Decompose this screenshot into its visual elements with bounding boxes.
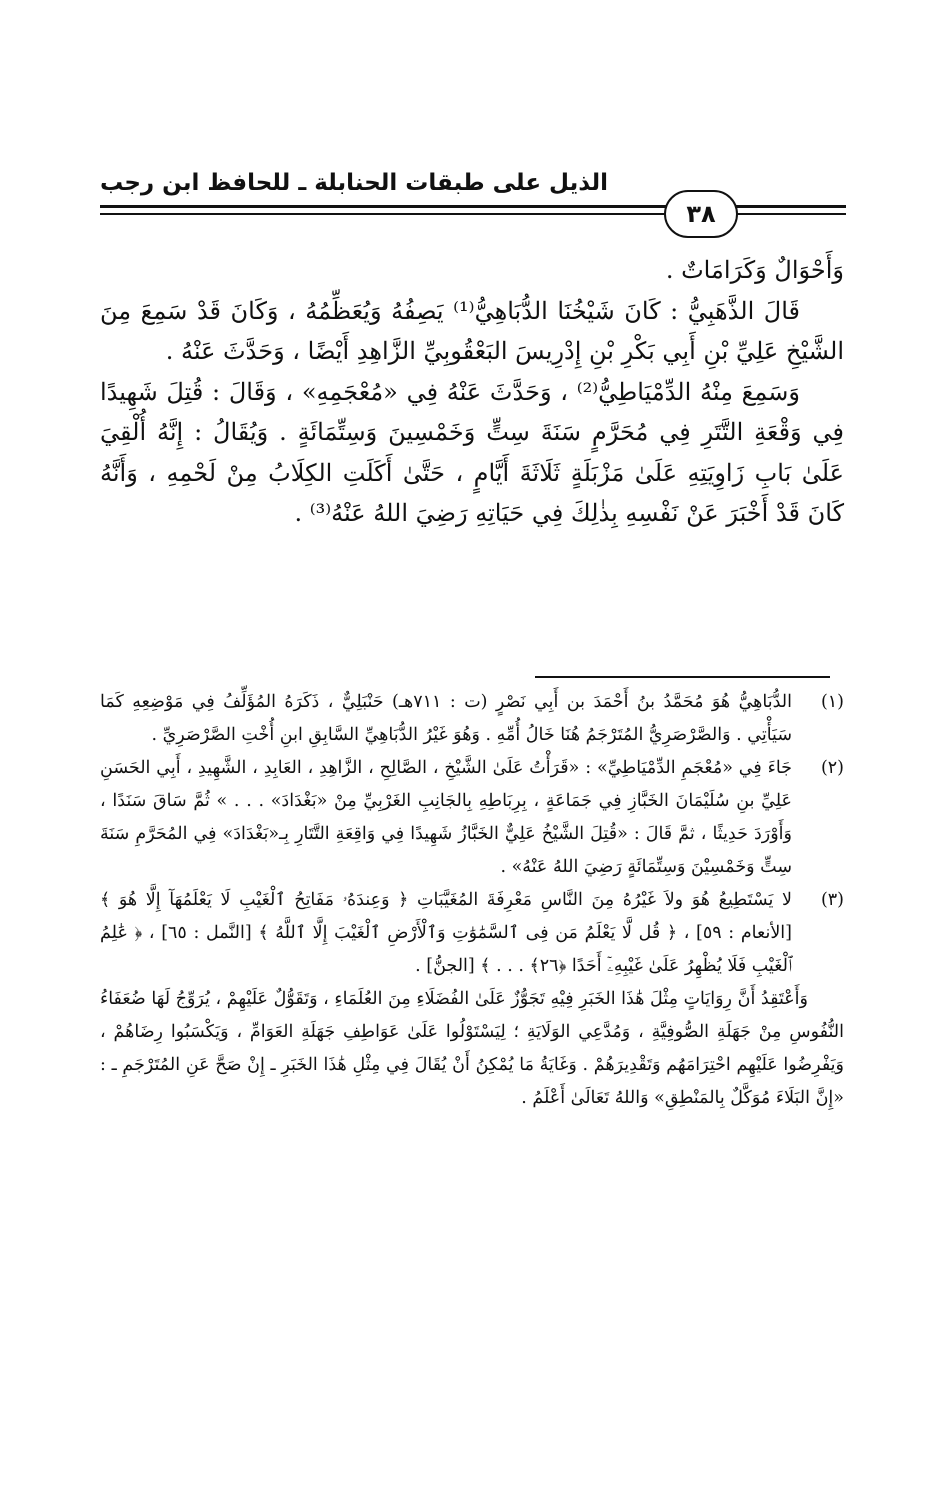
footnotes [100,686,844,1115]
page-number: ٣٨ [664,190,738,238]
footnote-separator [535,676,830,678]
footnote-text: جَاءَ فِي «مُعْجَمِ الدِّمْيَاطِيِّ» : «قَرَأْتُ عَلَىٰ الشَّيْخِ ، الصَّالِحِ ، الزَّاهِدِ ، العَابِدِ ، الشَّهِيدِ ، أَبِي الحَسَنِ عَلِيِّ بنِ سُلَيْمَانَ الخَبَّازِ فِي جَمَاعَةٍ ، بِرِبَاطِهِ بِالجَانِبِ الغَرْبِيِّ مِنْ «بَغْدَادَ» . . . » ثُمَّ سَاقَ سَنَدًا ، وَأَوْرَدَ حَدِيثًا ، ثمَّ قَالَ : «قُتِلَ الشَّيْخُ عَلِيٌّ الخَبَّازُ شَهِيدًا فِي وَاقِعَةِ التَّتَارِ بِـ«بَغْدَادَ» فِي المُحَرَّمِ سَنَةَ سِتٍّ وَخَمْسِيْنَ وَسِتِّمَائَةٍ رَضِيَ اللهُ عَنْهُ» . [100,758,792,877]
header-rule-right-top [736,205,846,208]
main-text [100,250,844,534]
footnote-text: لا يَسْتَطِيعُ هُوَ ولاَ غَيْرُهُ مِنَ النَّاسِ مَعْرِفَةَ المُغَيَّبَاتِ ﴿ وَعِندَهُۥ مَفَاتِحُ ٱلْغَيْبِ لَا يَعْلَمُهَآ إِلَّا هُوَ ﴾ [الأنعام : ٥٩] ، ﴿ قُل لَّا يَعْلَمُ مَن فِى ٱلسَّمَٰوَٰتِ وَٱلْأَرْضِ ٱلْغَيْبَ إِلَّا ٱللَّهُ ﴾ [النَّمل : ٦٥] ، ﴿ عَٰلِمُ ٱلْغَيْبِ فَلَا يُظْهِرُ عَلَىٰ غَيْبِهِۦٓ أَحَدًا ﴿٢٦﴾ . . . ﴾ [الجنُّ] . [100,890,792,976]
footnote-number: (٣) [820,890,844,910]
footnote-text: الدُّبَاهِيُّ هُوَ مُحَمَّدُ بنُ أَحْمَدَ بن أَبِي نَصْرٍ (ت : ٧١١هـ) حَنْبَلِيٌّ ، ذَكَرَهُ المُؤَلِّفُ فِي مَوْضِعِهِ كَمَا سَيَأْتِي . وَالصَّرْصَرِيُّ المُتَرْجَمُ هُنَا خَالُ أُمِّهِ . وَهُوَ غَيْرُ الدُّبَاهِيِّ السَّابِقِ ابنِ أُخْتِ الصَّرْصَرِيِّ . [100,692,792,745]
header-rule-left-top [100,205,666,208]
body-paragraph: وَسَمِعَ مِنْهُ الدِّمْيَاطِيُّ⁽²⁾ ، وَحَدَّثَ عَنْهُ فِي «مُعْجَمِهِ» ، وَقَالَ : قُتِلَ شَهِيدًا فِي وَقْعَةِ التَّتَرِ فِي مُحَرَّمٍ سَنَةَ سِتٍّ وَخَمْسِينَ وَسِتِّمَائَةٍ . وَيُقَالُ : إِنَّهُ أُلْقِيَ عَلَىٰ بَابِ زَاوِيَتِهِ عَلَىٰ مَزْبَلَةٍ ثَلَاثَةَ أَيَّامٍ ، حَتَّىٰ أَكَلَتِ الكِلَابُ مِنْ لَحْمِهِ ، وَأَنَّهُ كَانَ قَدْ أَخْبَرَ عَنْ نَفْسِهِ بِذٰلِكَ فِي حَيَاتِهِ رَضِيَ اللهُ عَنْهُ⁽³⁾ . [100,377,844,527]
body-paragraph: قَالَ الذَّهَبِيُّ : كَانَ شَيْخُنَا الدُّبَاهِيُّ⁽¹⁾ يَصِفُهُ وَيُعَظِّمُهُ ، وَكَانَ قَدْ سَمِعَ مِنَ الشَّيْخِ عَلِيِّ بْنِ أَبِي بَكْرِ بْنِ إِدْرِيسَ البَعْقُوبِيِّ الزَّاهِدِ أَيْضًا ، وَحَدَّثَ عَنْهُ . [100,296,844,365]
footnote-number: (١) [820,692,844,712]
footnote-number: (٢) [820,758,844,778]
footnote-comment: وَأَعْتَقِدُ أَنَّ رِوَايَاتٍ مِثْلَ هَٰذَا الخَبَرِ فِيْهِ تَجَوُّزٌ عَلَىٰ الفُضَلَاءِ مِنَ العُلَمَاءِ ، وَتَقَوُّلٌ عَلَيْهِمْ ، يُرَوِّجُ لَهَا ضُعَفَاءُ النُّفُوسِ مِنْ جَهَلَةِ الصُّوفِيَّةِ ، وَمُدَّعِي الوَلَايَةِ ؛ لِيَسْتَوْلُوا عَلَىٰ عَوَاطِفِ جَهَلَةِ العَوَامِّ ، وَيَكْسَبُوا رِضَاهُمْ ، وَيَفْرِضُوا عَلَيْهِم احْتِرَامَهُم وَتَقْدِيرَهُمْ . وَغَايَةُ مَا يُمْكِنُ أَنْ يُقَالَ فِي مِثْلِ هَٰذَا الخَبَرِ ـ إِنْ صَحَّ عَنِ المُتَرْجَمِ ـ : «إِنَّ البَلَاءَ مُوَكَّلٌ بِالمَنْطِقِ» وَاللهُ تَعَالَىٰ أَعْلَمُ . [100,989,844,1108]
body-paragraph: وَأَحْوَالٌ وَكَرَامَاتٌ . [665,256,844,284]
footnote [100,752,844,884]
header-rule-left-bottom [100,213,666,215]
running-title: الذيل على طبقات الحنابلة ـ للحافظ ابن رجب [100,170,609,196]
footnote [100,884,844,983]
header-rule-right-bottom [736,213,846,215]
footnote [100,686,844,752]
